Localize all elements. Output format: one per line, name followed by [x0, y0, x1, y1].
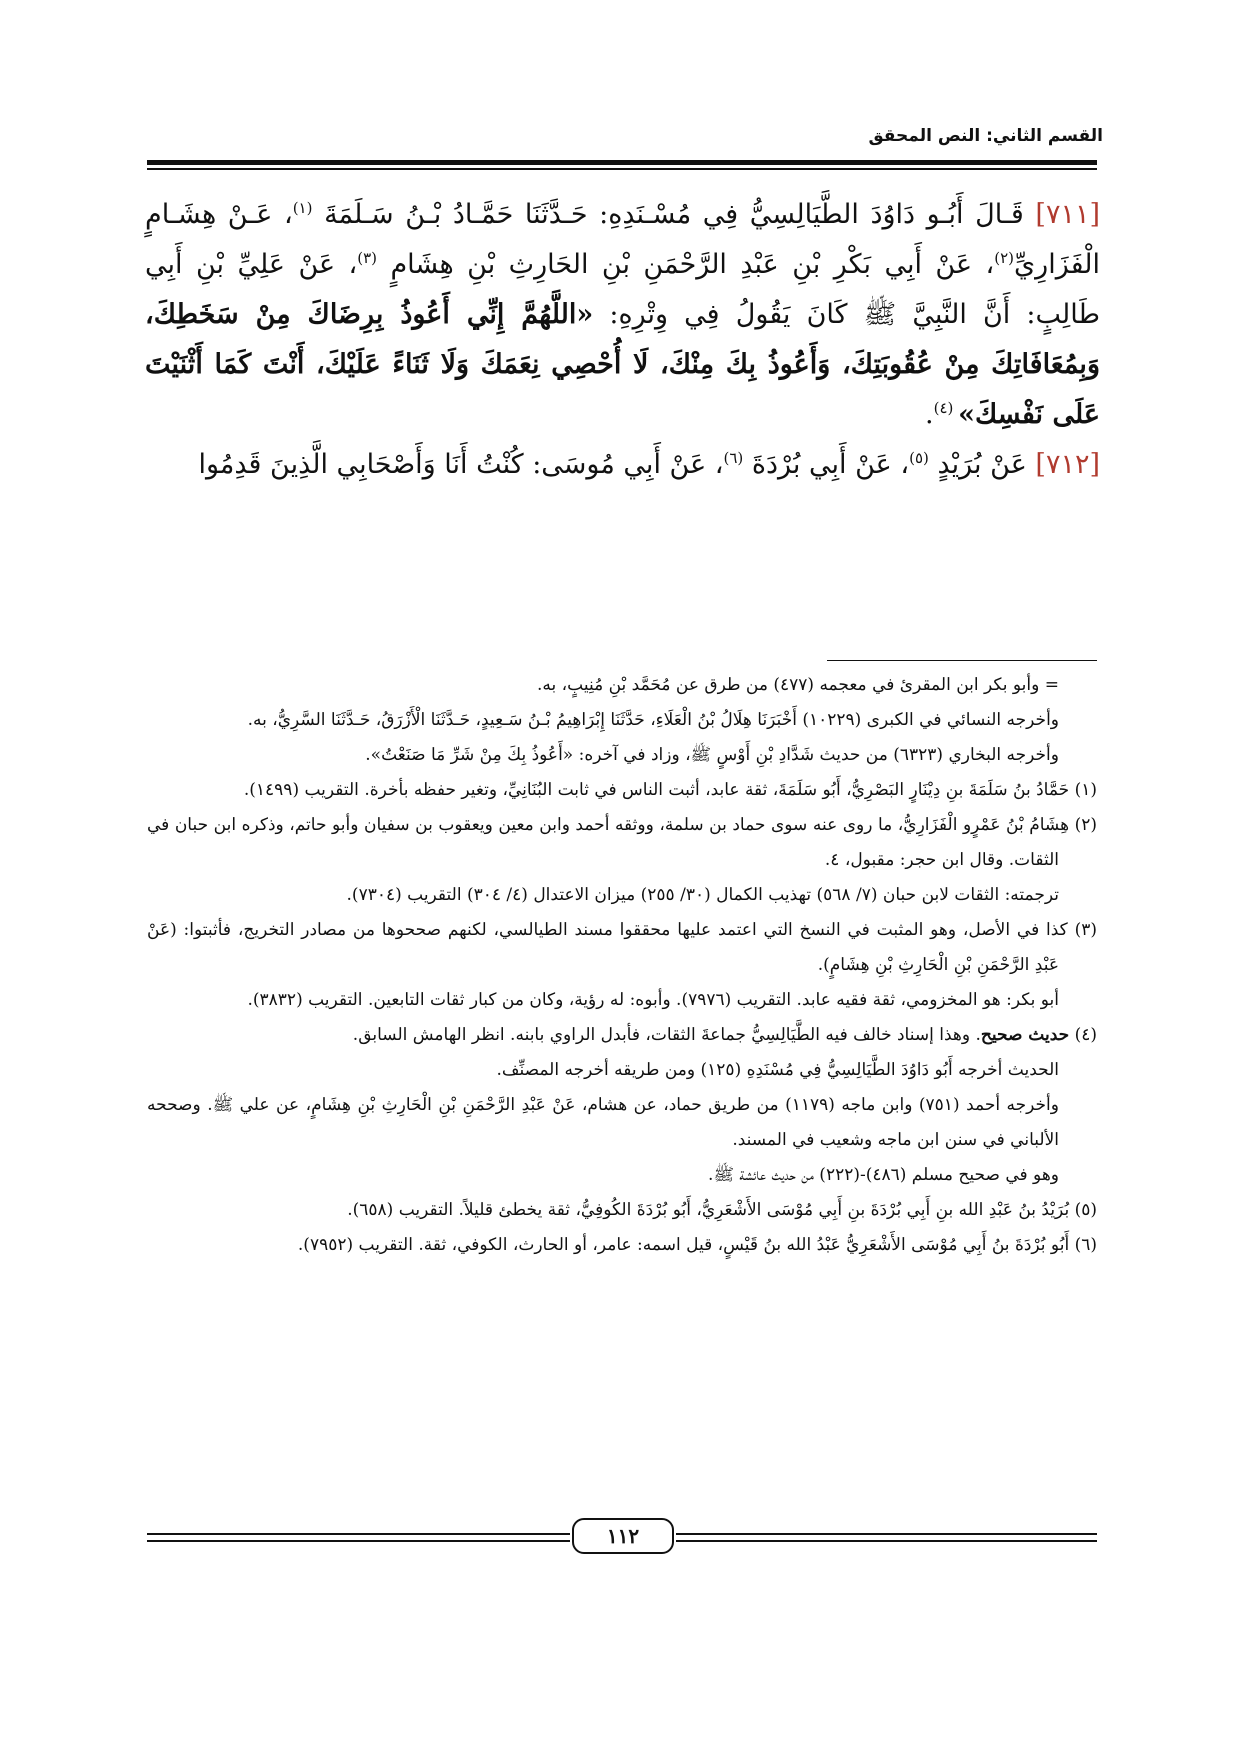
main-text: [145, 190, 1100, 490]
footnote-ref: (٢): [994, 249, 1015, 267]
footnote-3-extra: أبو بكر: هو المخزومي، ثقة فقيه عابد. التقريب (٧٩٧٦). وأبوه: له رؤية، وكان من كبار ثقات التابعين. التقريب (٣٨٣٢).: [247, 990, 1059, 1010]
footnote-4: [147, 1018, 1097, 1053]
hadith-number: [٧١٢]: [1035, 449, 1100, 480]
footnote-1: (١) حَمَّادُ بنُ سَلَمَةَ بنِ دِيْنَارٍ البَصْرِيُّ، أَبُو سَلَمَةَ، ثقة عابد، أثبت الناس في ثابت البُنَانِيِّ، وتغير حفظه بأخرة. التقريب (١٤٩٩).: [243, 780, 1097, 800]
footnote-continuation: = وأبو بكر ابن المقرئ في معجمه (٤٧٧) من طرق عن مُحَمَّد بْنِ مُنِيبٍ، به.: [537, 675, 1059, 695]
footnotes: [147, 668, 1097, 1263]
page-header-title: القسم الثاني: النص المحقق: [868, 126, 1103, 146]
footnote-6: (٦) أَبُو بُرْدَةَ بنُ أَبِي مُوْسَى الأَشْعَرِيُّ عَبْدُ الله بنُ قَيْسٍ، قيل اسمه: عامر، أو الحارث، الكوفي، ثقة. التقريب (٧٩٥٢).: [297, 1235, 1097, 1255]
footnote-ref: (١): [292, 199, 313, 217]
footnote-ref: (٦): [723, 449, 744, 467]
prophetic-quote: «اللَّهُمَّ إِنِّي أَعُوذُ بِرِضَاكَ مِنْ سَخَطِكَ، وَبِمُعَافَاتِكَ مِنْ عُقُوبَتِكَ، وَأَعُوذُ بِكَ مِنْكَ، لَا أُحْصِي نِعَمَكَ وَلَا ثَنَاءً عَلَيْكَ، أَنْتَ كَمَا أَثْنَيْتَ عَلَى نَفْسِكَ»: [145, 299, 1100, 430]
footnote-number: (٤): [1069, 1025, 1097, 1045]
footer-rule: [676, 1533, 1097, 1535]
footnote-ref: (٤): [933, 399, 959, 417]
footer-rule: [147, 1540, 570, 1542]
footnote-ref: (٣): [357, 249, 378, 267]
text-segment: ، عَنْ أَبِي مُوسَى: كُنْتُ أَنَا وَأَصْحَابِي الَّذِينَ قَدِمُوا: [198, 449, 724, 480]
footnote-3: (٣) كذا في الأصل، وهو المثبت في النسخ التي اعتمد عليها محققوا مسند الطيالسي، لكنهم صححوها من مصادر التخريج، فأثبتوا: (عَنْ عَبْدِ الرَّحْمَنِ بْنِ الْحَارِثِ بْنِ هِشَامٍ).: [147, 920, 1097, 975]
paragraph-711: [145, 190, 1100, 440]
footnote-text: . وهذا إسناد خالف فيه الطَّيَالِسِيُّ جماعةَ الثقات، فأبدل الراوي بابنه. انظر الهامش السابق.: [352, 1025, 981, 1045]
footer-rule: [676, 1540, 1097, 1542]
paragraph-712: [145, 440, 1100, 490]
hadith-number: [٧١١]: [1035, 199, 1101, 230]
text-segment: .: [925, 399, 934, 430]
footnote-ref: (٥): [909, 449, 929, 467]
grading: حديث صحيح: [980, 1025, 1070, 1045]
footnote-2-extra: ترجمته: الثقات لابن حبان (٧/ ٥٦٨) تهذيب الكمال (٣٠/ ٢٥٥) ميزان الاعتدال (٤/ ٣٠٤) التقريب (٧٣٠٤).: [346, 885, 1059, 905]
footer-rule: [147, 1533, 570, 1535]
text-segment: ، عَنْ أَبِي بُرْدَةَ: [743, 449, 910, 480]
footnote-4-extra: وهو في صحيح مسلم (٤٨٦)-(٢٢٢) من حديث عائشة ﷺ.: [708, 1165, 1059, 1185]
header-rule-thin: [147, 168, 1097, 170]
header-rule-thick: [147, 160, 1097, 165]
text-segment: ، عَـنْ هِشَـامٍ الْفَزَارِيِّ: [145, 199, 1100, 280]
footnote-continuation: وأخرجه البخاري (٦٣٢٣) من حديث شَدَّادِ بْنِ أَوْسٍ ﷺ، وزاد في آخره: «أَعُوذُ بِكَ مِنْ شَرِّ مَا صَنَعْتُ».: [365, 745, 1059, 765]
text-segment: ، عَنْ أَبِي بَكْرِ بْنِ عَبْدِ الرَّحْمَنِ بْنِ الحَارِثِ بْنِ هِشَامٍ: [377, 249, 995, 280]
footnote-5: (٥) بُرَيْدُ بنُ عَبْدِ الله بنِ أَبِي بُرْدَةَ بنِ أَبِي مُوْسَى الأَشْعَرِيُّ، أَبُو بُرْدَةَ الكُوفِيُّ، ثقة يخطئ قليلاً. التقريب (٦٥٨).: [347, 1200, 1097, 1220]
footnote-4-extra: الحديث أخرجه أَبُو دَاوُدَ الطَّيَالِسِيُّ فِي مُسْنَدِهِ (١٢٥) ومن طريقه أخرجه المصنِّف.: [496, 1060, 1059, 1080]
text-segment: ، عَنْ عَلِيِّ بْنِ أَبِي طَالِبٍ: أَنَّ النَّبِيَّ ﷺ كَانَ يَقُولُ فِي وِتْرِهِ:: [145, 249, 1100, 330]
footnote-continuation: وأخرجه النسائي في الكبرى (١٠٢٢٩) أَخْبَرَنَا هِلَالُ بْنُ الْعَلَاءِ، حَدَّثَنَا إِبْرَاهِيمُ بْـنُ سَـعِيدٍ، حَـدَّثَنَا الْأَزْرَقُ، حَـدَّثَنَا السَّرِيُّ، به.: [247, 710, 1059, 730]
footnote-separator: [827, 660, 1097, 661]
footnote-4-extra: وأخرجه أحمد (٧٥١) وابن ماجه (١١٧٩) من طريق حماد، عن هشام، عَنْ عَبْدِ الرَّحْمَنِ بْنِ الْحَارِثِ بْنِ هِشَامٍ، عن علي ﷺ. وصححه الألباني في سنن ابن ماجه وشعيب في المسند.: [147, 1095, 1059, 1150]
page-number: ١١٢: [572, 1518, 674, 1554]
footnote-2: (٢) هِشَامُ بْنُ عَمْرٍو الْفَزَارِيُّ، ما روى عنه سوى حماد بن سلمة، ووثقه أحمد وابن معين ويعقوب بن سفيان وأبو حاتم، وذكره ابن حبان في الثقات. وقال ابن حجر: مقبول، ٤.: [147, 815, 1097, 870]
text-segment: عَنْ بُرَيْدٍ: [928, 449, 1036, 480]
text-segment: قَـالَ أَبُـو دَاوُدَ الطَّيَالِسِيُّ فِي مُسْـنَدِهِ: حَـدَّثَنَا حَمَّـادُ بْـنُ سَـلَمَةَ: [312, 199, 1036, 230]
